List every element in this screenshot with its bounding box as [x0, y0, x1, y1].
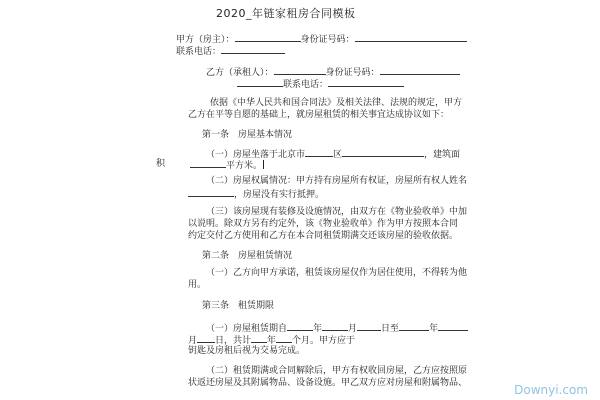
party-a-label: 甲方（房主）： [176, 35, 235, 45]
party-a-id-label: 身份证号码： [300, 35, 355, 45]
article-2-heading: 第二条 房屋租赁情况 [202, 251, 293, 261]
start-day-blank[interactable] [357, 321, 381, 331]
party-a-phone-line [176, 44, 285, 58]
article-3-clause-1-line-1: （一）房屋租赁期自 年 月 日至 年 [206, 321, 468, 335]
article-1-clause-3-line-3: 约定交付乙方使用和乙方在本合同租赁期满交还该房屋的验收依据。 [188, 231, 459, 241]
article-1-clause-2-line-1: （二）房屋权属情况：甲方持有房屋所有权证，房屋所有权人姓名 [206, 176, 468, 186]
article-2-clause-1-line-1: （一）乙方向甲方承诺，租赁该房屋仅作为居住使用，不得转为他 [206, 268, 468, 278]
party-b-extra-blank[interactable] [237, 77, 283, 87]
intro-line-2: 乙方在平等自愿的基础上，就房屋租赁的相关事宜达成协议如下： [188, 110, 450, 120]
article-1-clause-1-line-2: 平方米。 [190, 158, 264, 172]
article-1-clause-3-line-1: （三）该房屋现有装修及设施情况，由双方在《物业验收单》中加 [206, 207, 468, 217]
district-blank[interactable] [305, 147, 333, 157]
term-months-blank[interactable] [276, 333, 292, 343]
end-day-blank[interactable] [197, 333, 215, 343]
article-1-heading: 第一条 房屋基本情况 [202, 130, 293, 140]
term-years-blank[interactable] [251, 333, 267, 343]
party-b-name-blank[interactable] [274, 65, 326, 75]
party-b-id-label: 身份证号码： [325, 68, 380, 78]
page-title: 2020_年链家租房合同模板 [216, 7, 356, 20]
end-year-blank[interactable] [399, 321, 429, 331]
watermark: Downyi.com [514, 383, 588, 397]
end-month-blank[interactable] [438, 321, 468, 331]
article-1-clause-1-line-1: （一）房屋坐落于北京市 区 ，建筑面 [206, 147, 460, 161]
article-3-clause-1-line-3: 钥匙及房租后视为交易完成。 [188, 346, 306, 356]
party-a-name-blank[interactable] [235, 32, 301, 42]
article-2-clause-1-line-2: 用。 [188, 280, 207, 290]
party-b-phone-line [237, 77, 404, 91]
start-year-blank[interactable] [287, 321, 313, 331]
area-blank[interactable] [190, 158, 226, 168]
party-a-phone-label: 联系电话： [176, 47, 222, 57]
article-3-clause-1-line-2: 月 日，共计 年 个月。甲方应于 [188, 333, 355, 347]
owner-name-blank[interactable] [188, 187, 234, 197]
party-a-phone-blank[interactable] [221, 44, 285, 54]
article-1-clause-2-line-2: ，房屋没有实行抵押。 [188, 187, 324, 201]
party-a-id-blank[interactable] [355, 32, 467, 42]
margin-char: 积 [156, 159, 166, 169]
party-b-id-blank[interactable] [380, 65, 460, 75]
article-1-clause-3-line-2: 以说明。除双方另有约定外，该《物业验收单》作为甲方按照本合同 [188, 219, 459, 229]
party-b-label: 乙方（承租人）： [206, 68, 274, 78]
address-blank[interactable] [342, 147, 424, 157]
article-3-clause-2-line-1: （二）租赁期满或合同解除后，甲方有权收回房屋，乙方应按照原 [206, 366, 468, 376]
article-3-heading: 第三条 租赁期限 [202, 301, 275, 311]
article-3-clause-2-line-2: 状返还房屋及其附属物品、设备设施。甲乙双方应对房屋和附属物品、 [188, 378, 468, 388]
intro-line-1: 依据《中华人民共和国合同法》及相关法律、法规的规定，甲方 [210, 98, 463, 108]
party-b-phone-blank[interactable] [328, 77, 404, 87]
text-cursor [263, 160, 264, 169]
party-b-phone-label: 联系电话： [283, 80, 329, 90]
start-month-blank[interactable] [322, 321, 348, 331]
